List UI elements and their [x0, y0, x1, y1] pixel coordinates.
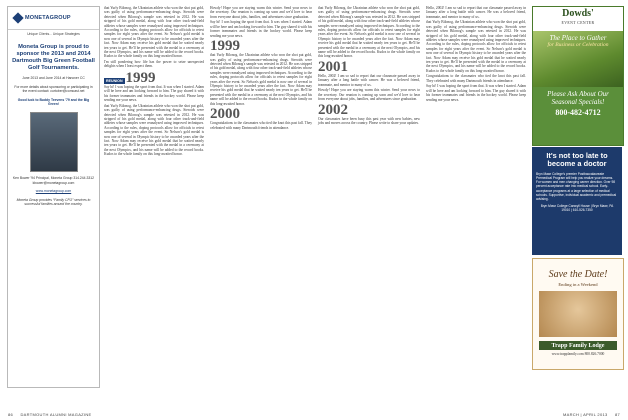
- moneta-logo-bar: [8, 7, 99, 30]
- col1b-text: I'm still pondering how life has the power to seize unexpected delights when I least expect them.: [104, 60, 204, 69]
- col3c-text: Howdy! Hope you are staying warm this winter. Send your news to the secretary. Our reunion is coming up soon and we'd love to hear from everyone about jobs, families, and adventures since graduation.: [318, 88, 420, 102]
- moneta-group-ad: [7, 6, 100, 388]
- year-heading-1999-a: 1999: [125, 69, 156, 86]
- col3d-text: Our classmates have been busy this past year with new babies, new jobs and moves across the country. Please write to share your updates.: [318, 116, 420, 126]
- left-page-footer: [8, 412, 91, 417]
- trapp-photo: [539, 291, 617, 337]
- moneta-tagline: Unique Clients... Unique Strategies: [27, 32, 80, 36]
- left-page-number: 86: [8, 412, 14, 417]
- column-4: [426, 6, 526, 103]
- trapp-date: Ending in a Weekend: [558, 282, 598, 287]
- dowds-header: [533, 7, 623, 31]
- bryn-mawr-body: Bryn Mawr College's premier Postbaccalaureate Premedical Program will help you realize your dreams. For women and men changing career direction. Over 98 percent acceptance rate into medical school. Early-acceptance programs at a large selection of medical schools. Supportive, individual academic and premedical advising.: [536, 171, 617, 202]
- year-heading-2002: 2002: [318, 101, 348, 118]
- col2d-text: Congratulations to the classmates who tied the knot this past fall. They celebrated with many Dartmouth friends in attendance.: [210, 121, 312, 130]
- bryn-mawr-contact: Bryn Mawr College Canwyll House | Bryn Mawr, PA 19010 | 610-526-7350: [540, 204, 614, 213]
- trapp-website: www.trappfamily.com 800.826.7000: [551, 351, 605, 356]
- column-3: [318, 6, 420, 127]
- left-footer-title: DARTMOUTH ALUMNI MAGAZINE: [20, 412, 92, 417]
- column-1: [104, 6, 204, 158]
- trapp-save-the-date: Save the Date!: [548, 269, 608, 280]
- col2-text-b: that Yurly Bilonog, the Ukrainian athlete who won the shot put gold, was guilty of using performance-enhancing drugs. Steroids were detected when Bilonog's sample was retested in 2012. He was stripped of his gold medal, along with four other track-and-field athletes whose samples were reanalyzed using improved techniques. According to the rules, doping protocols allow for officials to retest samples for eight years after the event. So Nelson's gold medal is now one of several in Olympic history to be awarded years after the fact. Now Adam may receive his gold medal that he waited nearly ten years to get. He'll be presented with the medal in a ceremony at the next Olympics, and his name will be added to the record books. Kudos to the whole family on this long-awaited honor.: [104, 103, 204, 157]
- col2c-text: that Yurly Bilonog, the Ukrainian athlete who won the shot put gold, was guilty of using performance-enhancing drugs. Steroids were detected when Bilonog's sample was retested in 2012. He was stripped of his gold medal, along with four other track-and-field athletes whose samples were reanalyzed using improved techniques. According to the rules, doping protocols allow for officials to retest samples for eight years after the event. So Nelson's gold medal is now one of several in Olympic history to be awarded years after the fact. Now Adam may receive his gold medal that he waited nearly ten years to get. He'll be presented with the medal in a ceremony at the next Olympics, and his name will be added to the record books. Kudos to the whole family on this long-awaited honor.: [210, 53, 312, 106]
- right-footer-title: MARCH | APRIL 2013: [562, 412, 608, 417]
- year-1999-heading-block: [210, 39, 312, 53]
- col2-text: Say hi! I was hoping the sport from that. It was when I started. Adam will be here and am looking forward to him. The guy shared it with his former teammates and friends in the hockey world. Please keep sending me your news.: [104, 84, 204, 103]
- moneta-good-luck: Good luck to Buddy Teevens '79 and the Big Green!: [17, 97, 90, 107]
- year-heading-1999: 1999: [210, 38, 240, 55]
- dowds-event-center-ad: [532, 6, 624, 146]
- right-page-number: 87: [614, 412, 620, 417]
- col4a-text: Hello, 2002! I am so sad to report that our classmate passed away in January after a long battle with cancer. He was a beloved friend, teammate, and mentor to many of us.: [426, 6, 526, 19]
- moneta-logo-icon: [12, 12, 23, 23]
- right-page-footer: [563, 412, 620, 417]
- col4b-text: that Yurly Bilonog, the Ukrainian athlete who won the shot put gold, was guilty of using performance-enhancing drugs. Steroids were detected when Bilonog's sample was retested in 2012. He was stripped of his gold medal, along with four other track-and-field athletes whose samples were reanalyzed using improved techniques. According to the rules, doping protocols allow for officials to retest samples for eight years after the event. So Nelson's gold medal is now one of several in Olympic history to be awarded years after the fact. Now Adam may receive his gold medal that he waited nearly ten years to get. He'll be presented with the medal in a ceremony at the next Olympics, and his name will be added to the record books. Kudos to the whole family on this long-awaited honor.: [426, 20, 526, 73]
- dowds-tagline: The Place to Gather: [549, 34, 607, 42]
- year-2002-heading-block: [318, 103, 420, 117]
- moneta-logo-text: MONETAGROUP: [25, 15, 71, 21]
- moneta-person-photo: [30, 112, 78, 172]
- dowds-phone: 800-482-4712: [555, 108, 601, 117]
- col2a-text: Howdy! Hope you are staying warm this winter. Send your news to the secretary. Our reunion is coming up soon and we'd love to hear from everyone about jobs, families, and adventures since graduation.: [210, 6, 312, 19]
- col3b-text: Hello, 2002! I am so sad to report that our classmate passed away in January after a long battle with cancer. He was a beloved friend, teammate, and mentor to many of us.: [318, 74, 420, 87]
- col3a-text: that Yurly Bilonog, the Ukrainian athlete who won the shot put gold, was guilty of using performance-enhancing drugs. Steroids were detected when Bilonog's sample was retested in 2012. He was stripped of his gold medal, along with four other track-and-field athletes whose samples were reanalyzed using improved techniques. According to the rules, doping protocols allow for officials to retest samples for eight years after the event. So Nelson's gold medal is now one of several in Olympic history to be awarded years after the fact. Now Adam may receive his gold medal that he waited nearly ten years to get. He'll be presented with the medal in a ceremony at the next Olympics, and his name will be added to the record books. Kudos to the whole family on this long-awaited honor.: [318, 6, 420, 59]
- col2b-text: Say hi! I was hoping the sport from that. It was when I started. Adam will be here and am looking forward to him. The guy shared it with his former teammates and friends in the hockey world. Please keep sending me your news.: [210, 20, 312, 38]
- moneta-person: Ken Bower '94 Principal, Moneta Group 314.244.3312 kbower@monetagroup.com: [12, 175, 95, 185]
- dowds-photo: [533, 31, 623, 87]
- year-1998-block: [104, 71, 204, 85]
- bryn-mawr-ad: [532, 147, 622, 255]
- reunion-badge: REUNION: [106, 78, 123, 83]
- moneta-website-link[interactable]: www.monetagroup.com: [35, 189, 72, 194]
- moneta-contact: For more details about sponsoring or participating in the event contact: curtober@comcast.net: [14, 84, 93, 94]
- dowds-tagline-2: for Business or Celebration: [547, 42, 609, 48]
- moneta-dates: June 2013 and June 2014 at Hanover CC: [22, 76, 85, 80]
- dowds-sub: EVENT CENTER: [561, 21, 595, 25]
- col4d-text: Say hi! I was hoping the sport from that. It was when I started. Adam will be here and am looking forward to him. The guy shared it with his former teammates and friends in the hockey world. Please keep sending me your news.: [426, 84, 526, 102]
- trapp-name: Trapp Family Lodge: [539, 341, 617, 350]
- moneta-headline: Moneta Group is proud to sponsor the 2013 and 2014 Dartmouth Big Green Football Golf Tournaments.: [12, 44, 95, 71]
- year-heading-2000: 2000: [210, 106, 240, 123]
- column-2: [210, 6, 312, 131]
- trapp-family-lodge-ad: [532, 258, 624, 370]
- year-2001-heading-block: [318, 60, 420, 74]
- col1-text: that Yurly Bilonog, the Ukrainian athlete who won the shot put gold, was guilty of using performance-enhancing drugs. Steroids were detected when Bilonog's sample was retested in 2012. He was stripped of his gold medal, along with four other track-and-field athletes whose samples were reanalyzed using improved techniques. According to the rules, doping protocols allow for officials to retest samples for eight years after the event. So Nelson's gold medal is now one of several in Olympic history to be awarded years after the fact. Now Adam may receive his gold medal that he waited nearly ten years to get. He'll be presented with the medal in a ceremony at the next Olympics, and his name will be added to the record books. Kudos to the whole family on this long-awaited honor.: [104, 6, 204, 59]
- col4c-text: Congratulations to the classmates who tied the knot this past fall. They celebrated with many Dartmouth friends in attendance.: [426, 74, 526, 83]
- dowds-name: Dowds': [562, 8, 594, 19]
- dowds-specials: Please Ask About Our Seasonal Specials!: [547, 90, 609, 106]
- bryn-mawr-headline: It's not too late to become a doctor: [546, 151, 608, 169]
- year-2000-heading-block: [210, 107, 312, 121]
- year-heading-2001: 2001: [318, 59, 348, 76]
- moneta-footer: Moneta Group provides “Family CFO” services to successful families around the country.: [16, 197, 91, 207]
